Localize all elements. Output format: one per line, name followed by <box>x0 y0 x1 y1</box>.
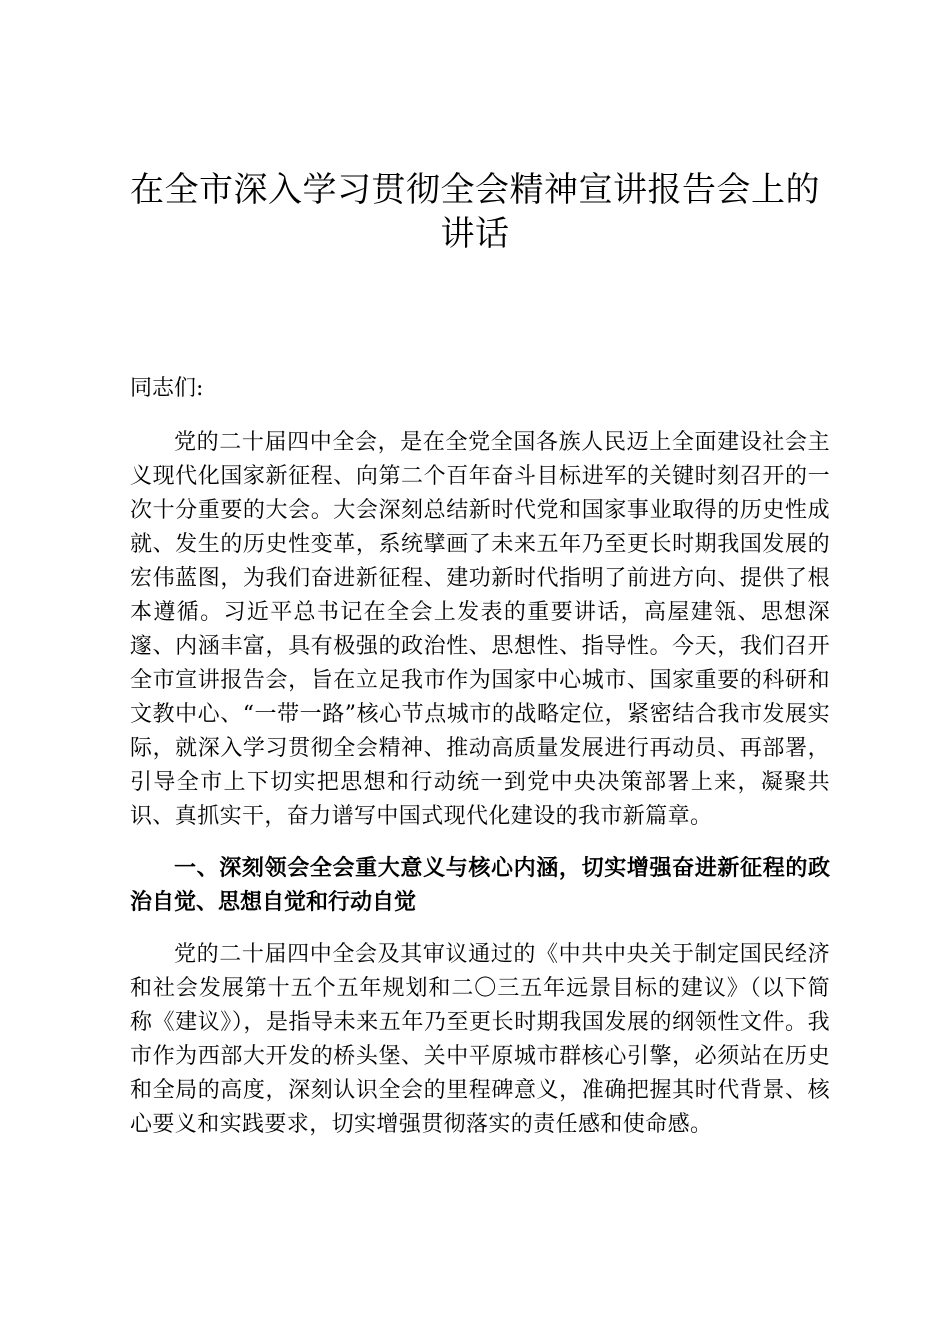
salutation: 同志们: <box>130 376 204 401</box>
paragraph-intro: 党的二十届四中全会，是在全党全国各族人民迈上全面建设社会主义现代化国家新征程、向第二个百年奋斗目标进军的关键时刻召开的一次十分重要的大会。大会深刻总结新时代党和国家事业取得的历史性成就、发生的历史性变革，系统擘画了未来五年乃至更长时期我国发展的宏伟蓝图，为我们奋进新征程、建功新时代指明了前进方向、提供了根本遵循。习近平总书记在全会上发表的重要讲话，高屋建瓴、思想深邃、内涵丰富，具有极强的政治性、思想性、指导性。今天，我们召开全市宣讲报告会，旨在立足我市作为国家中心城市、国家重要的科研和文教中心、“一带一路”核心节点城市的战略定位，紧密结合我市发展实际，就深入学习贯彻全会精神、推动高质量发展进行再动员、再部署，引导全市上下切实把思想和行动统一到党中央决策部署上来，凝聚共识、真抓实干，奋力谱写中国式现代化建设的我市新篇章。 <box>130 430 830 829</box>
section-heading-1: 一、深刻领会全会重大意义与核心内涵，切实增强奋进新征程的政治自觉、思想自觉和行动自觉 <box>130 856 830 915</box>
document-title: 在全市深入学习贯彻全会精神宣讲报告会上的讲话 <box>130 170 820 254</box>
paragraph-section-1: 党的二十届四中全会及其审议通过的《中共中央关于制定国民经济和社会发展第十五个五年规划和二〇三五年远景目标的建议》（以下简称《建议》），是指导未来五年乃至更长时期我国发展的纲领性文件。我市作为西部大开发的桥头堡、关中平原城市群核心引擎，必须站在历史和全局的高度，深刻认识全会的里程碑意义，准确把握其时代背景、核心要义和实践要求，切实增强贯彻落实的责任感和使命感。 <box>130 942 830 1137</box>
document-body <box>130 372 830 1160</box>
